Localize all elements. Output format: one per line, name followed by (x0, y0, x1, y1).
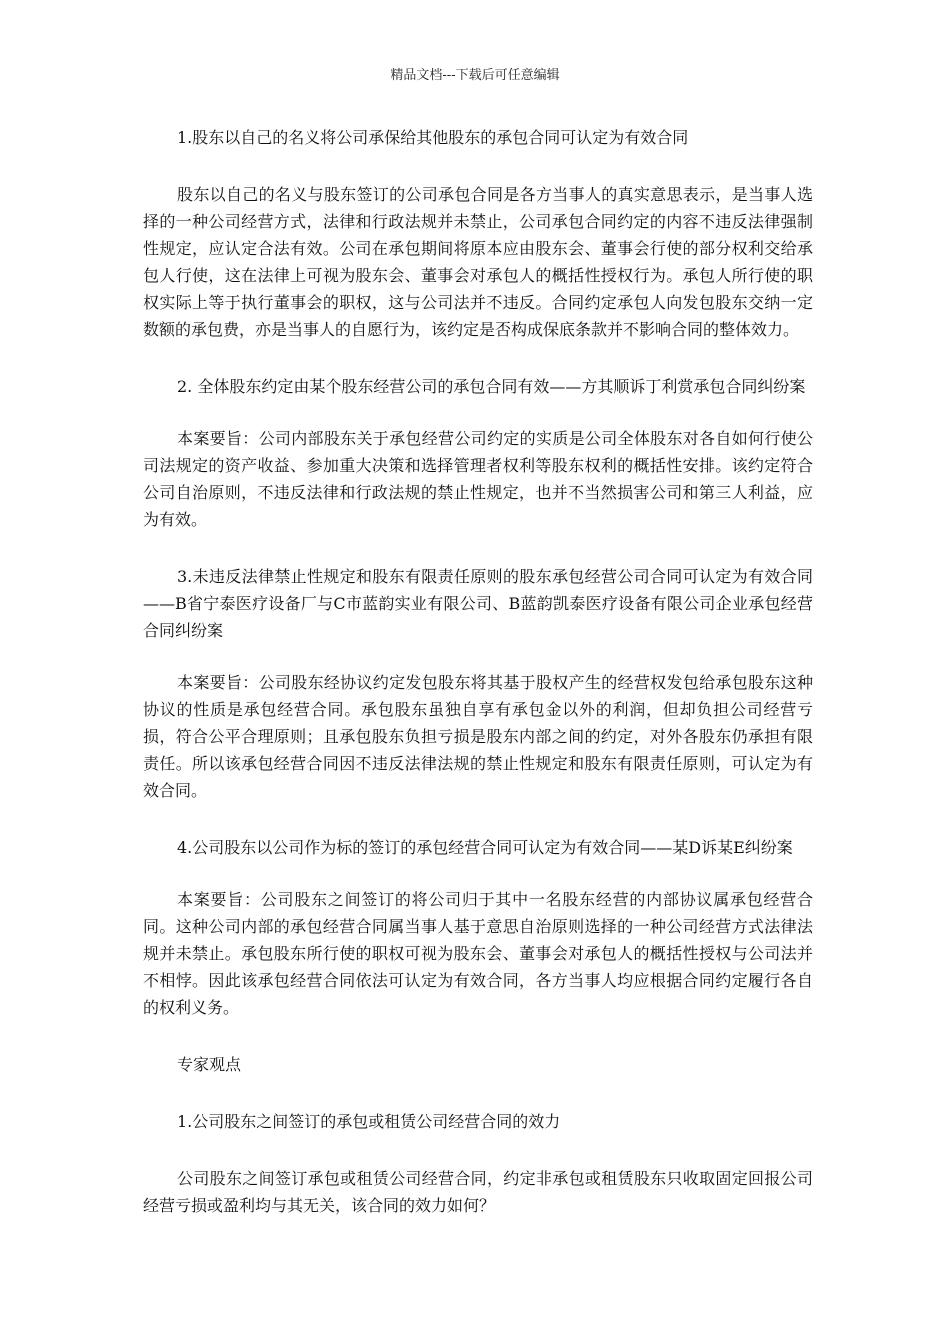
paragraph-2: 本案要旨：公司内部股东关于承包经营公司约定的实质是公司全体股东对各自如何行使公司法规定的资产收益、参加重大决策和选择管理者权利等股东权利的概括性安排。该约定符合公司自治原则，不违反法律和行政法规的禁止性规定，也并不当然损害公司和第三人利益，应为有效。 (143, 429, 813, 529)
heading-2: 2. 全体股东约定由某个股东经营公司的承包合同有效——方其顺诉丁利赏承包合同纠纷案 (177, 377, 806, 396)
heading-1: 1.股东以自己的名义将公司承保给其他股东的承包合同可认定为有效合同 (177, 128, 689, 147)
document-body (143, 124, 813, 1249)
paragraph-3: 本案要旨：公司股东经协议约定发包股东将其基于股权产生的经营权发包给承包股东这种协议的性质是承包经营合同。承包股东虽独自享有承包金以外的利润，但却负担公司经营亏损，符合公平合理原则；且承包股东负担亏损是股东内部之间的约定，对外各股东仍承担有限责任。所以该承包经营合同因不违反法律法规的禁止性规定和股东有限责任原则，可认定为有效合同。 (143, 673, 813, 800)
paragraph-1: 股东以自己的名义与股东签订的公司承包合同是各方当事人的真实意思表示，是当事人选择的一种公司经营方式，法律和行政法规并未禁止，公司承包合同约定的内容不违反法律强制性规定，应认定合法有效。公司在承包期间将原本应由股东会、董事会行使的部分权利交给承包人行使，这在法律上可视为股东会、董事会对承包人的概括性授权行为。承包人所行使的职权实际上等于执行董事会的职权，这与公司法并不违反。合同约定承包人向发包股东交纳一定数额的承包费，亦是当事人的自愿行为，该约定是否构成保底条款并不影响合同的整体效力。 (143, 185, 813, 339)
expert-opinion-heading: 专家观点 (177, 1055, 242, 1074)
page-header: 精品文档---下载后可任意编辑 (390, 68, 560, 83)
heading-3: 3.未违反法律禁止性规定和股东有限责任原则的股东承包经营公司合同可认定为有效合同——B省宁泰医疗设备厂与C市蓝韵实业有限公司、B蓝韵凯泰医疗设备有限公司企业承包经营合同纠纷案 (143, 567, 813, 640)
heading-4: 4.公司股东以公司作为标的签订的承包经营合同可认定为有效合同——某D诉某E纠纷案 (177, 838, 793, 857)
paragraph-5: 公司股东之间签订承包或租赁公司经营合同，约定非承包或租赁股东只收取固定回报公司经营亏损或盈利均与其无关，该合同的效力如何？ (143, 1169, 813, 1215)
paragraph-4: 本案要旨：公司股东之间签订的将公司归于其中一名股东经营的内部协议属承包经营合同。这种公司内部的承包经营合同属当事人基于意思自治原则选择的一种公司经营方式法律法规并未禁止。承包股东所行使的职权可视为股东会、董事会对承包人的概括性授权与公司法并不相悖。因此该承包经营合同依法可认定为有效合同，各方当事人均应根据合同约定履行各自的权利义务。 (143, 890, 813, 1017)
heading-5: 1.公司股东之间签订的承包或租赁公司经营合同的效力 (177, 1112, 561, 1131)
